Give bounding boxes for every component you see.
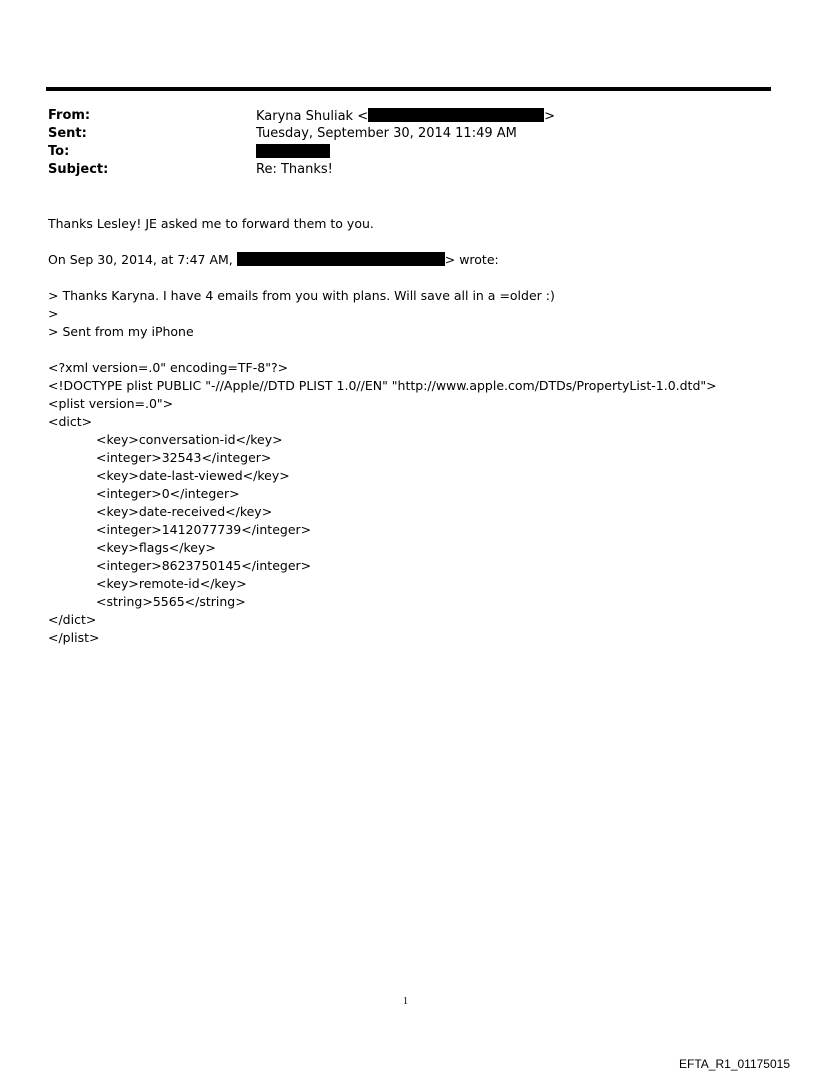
plist-line: <integer>1412077739</integer> (96, 522, 312, 537)
quote-intro-end: > wrote: (444, 252, 499, 267)
sent-label: Sent: (48, 126, 87, 141)
from-close: > (544, 109, 556, 124)
quote-intro-start: On Sep 30, 2014, at 7:47 AM, (48, 252, 233, 267)
plist-line: <key>conversation-id</key> (96, 432, 283, 447)
quote-line-2: > (48, 306, 59, 321)
subject-label: Subject: (48, 162, 109, 177)
plist-line: </dict> (48, 612, 97, 627)
plist-line: <key>remote-id</key> (96, 576, 247, 591)
plist-line: <integer>8623750145</integer> (96, 558, 312, 573)
plist-line: <dict> (48, 414, 93, 429)
plist-line: <plist version=.0"> (48, 396, 174, 411)
redaction-box (368, 108, 544, 122)
plist-line: <integer>0</integer> (96, 486, 240, 501)
quote-line-3: > Sent from my iPhone (48, 324, 194, 339)
plist-line: <key>date-last-viewed</key> (96, 468, 290, 483)
plist-line: </plist> (48, 630, 100, 645)
plist-line: <!DOCTYPE plist PUBLIC "-//Apple//DTD PLIST 1.0//EN" "http://www.apple.com/DTDs/PropertyList-1.0.dtd"> (48, 378, 717, 393)
header-rule (46, 87, 771, 91)
plist-line: <key>date-received</key> (96, 504, 273, 519)
quote-line-1: > Thanks Karyna. I have 4 emails from you with plans. Will save all in a =older :) (48, 288, 555, 303)
sent-value: Tuesday, September 30, 2014 11:49 AM (256, 126, 517, 141)
page-number: 1 (403, 996, 408, 1007)
to-label: To: (48, 144, 70, 159)
redaction-box (256, 144, 330, 158)
body-line-1: Thanks Lesley! JE asked me to forward them to you. (48, 216, 374, 231)
from-label: From: (48, 108, 91, 123)
plist-line: <key>flags</key> (96, 540, 216, 555)
plist-line: <?xml version=.0" encoding=TF-8"?> (48, 360, 289, 375)
to-value (256, 144, 330, 160)
plist-line: <string>5565</string> (96, 594, 246, 609)
bates-number: EFTA_R1_01175015 (679, 1057, 790, 1071)
redaction-box (237, 252, 445, 266)
quote-intro (48, 252, 499, 267)
plist-line: <integer>32543</integer> (96, 450, 272, 465)
from-name: Karyna Shuliak < (256, 109, 369, 124)
subject-value: Re: Thanks! (256, 162, 333, 177)
from-value (256, 108, 555, 124)
